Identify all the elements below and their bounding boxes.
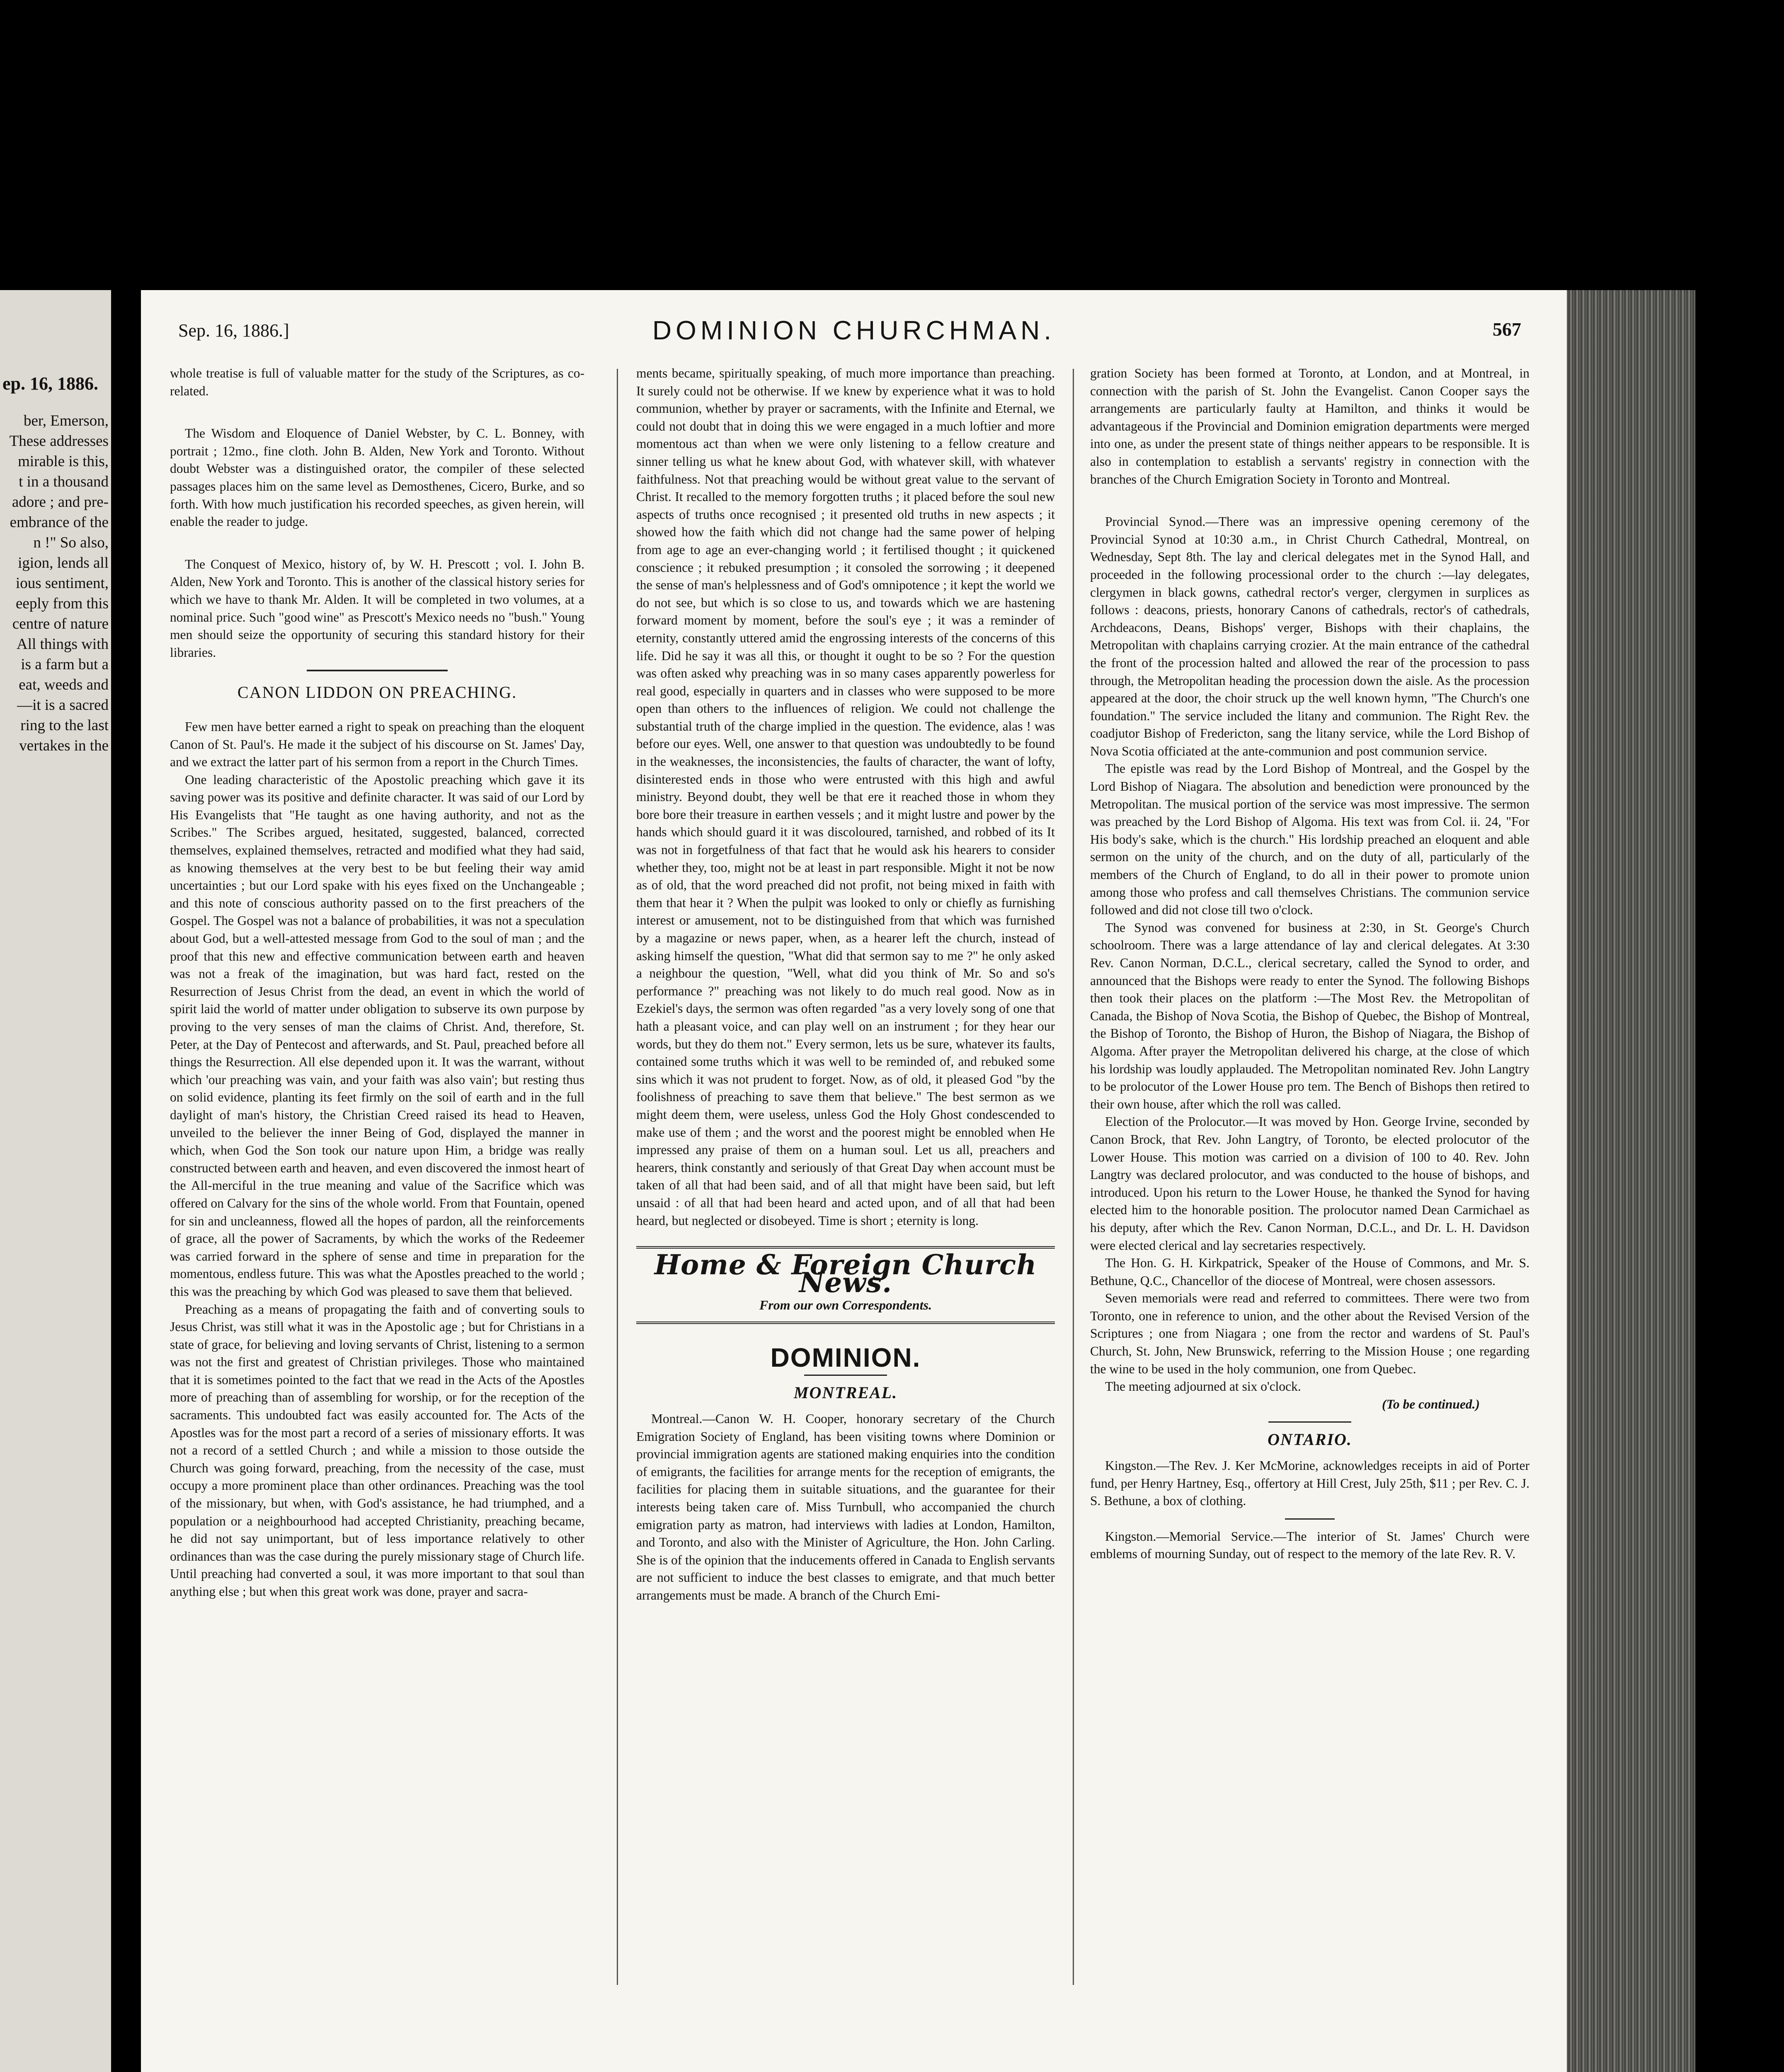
section-subtitle: From our own Correspondents. [759,1297,932,1313]
facing-page-header: ep. 16, 1886. [2,373,98,394]
facing-page-line: igion, lends all [18,554,109,571]
facing-page-line: vertakes in the [19,737,109,754]
article-heading: CANON LIDDON ON PREACHING. [237,683,517,702]
divider-rule [804,1375,887,1376]
newspaper-page [141,290,1567,2072]
paragraph: ments became, spiritually speaking, of much more importance than preaching. It surely could not be otherwise. If we knew by experience what it was to hold communion, whether by prayer or sacraments, with the Infinite and Eternal, we could not doubt that in doing this we were engaged in a much loftier and more momentous act than when we were only listening to a fellow creature and sinner telling us what he knew about God, with whatever skill, with whatever faithfulness. Not that preaching would be without great value to the servant of Christ. It recalled to the memory forgotten truths ; it placed before the soul new aspects of truths once recognised ; it presented old truths in new aspects ; it showed how the faith which did not change had the same power of helping from age to age an ever-changing world ; it fertilised thought ; it quickened conscience ; it rebuked presumption ; it consoled the sorrowing ; it deepened the sense of man's helplessness and of God's omnipotence ; it kept the world we do not see, but which is so close to us, and towards which we are hastening forward moment by moment, before the soul's eye ; it was a reminder of eternity, constantly uttered amid the engrossing interests of the concerns of this life. Did he say it was all this, or thought it ought to be so ? For the question was often asked why preaching was in so many cases apparently powerless for real good, especially in quarters and in classes who were supposed to be more open than others to the influences of religion. We could not challenge the substantial truth of the charge implied in the question. The evidence, alas ! was before our eyes. Well, one answer to that question was undoubtedly to be found in the weaknesses, the inconsistencies, the faults of character, the want of lofty, disinterested ends in those who were entrusted with this high and awful ministry. Beyond doubt, they well be that ere it reached those in whom they bore bore their treasure in earthen vessels ; and it might lustre and power by the hands which should guard it it was discoloured, tarnished, and robbed of its It was not in forgetfulness of that fact that he would ask his hearers to consider whether they, too, might not be at least in part responsible. Might it not be now as of old, that the word preached did not profit, not being mixed in faith with them that hear it ? When the pulpit was looked to only or chiefly as furnishing interest or amusement, not to be distinguished from that which was furnished by a magazine or news paper, when, as a hearer left the church, instead of asking himself the question, "What did that sermon say to me ?" he only asked a neighbour the question, "Well, what did you think of Mr. So and so's performance ?" preaching was not likely to do much real good. Now as in Ezekiel's days, the sermon was often regarded "as a very lovely song of one that hath a pleasant voice, and can play well on an instrument ; for they hear our words, but they do them not." Every sermon, lets us be sure, whatever its faults, contained some truths which it was well to be reminded of, and rebuked some sins which it was not prudent to forget. Now, as of old, it pleased God "by the foolishness of preaching to save them that believe." The best sermon as we might deem them, were useless, unless God the Holy Ghost condescended to make use of them ; and the worst and the poorest might be ennobled when He impressed any praise of them on a human soul. Let us all, preachers and hearers, think constantly and seriously of that Great Day when account must be taken of all that had been said, and of all that might have been said, but left unsaid : of all that had been heard and acted upon, and of all that had been heard, but neglected or disobeyed. Time is short ; eternity is long. [636,366,1055,1228]
column-divider [617,369,618,1985]
divider-rule [1285,1518,1335,1520]
region-heading: ONTARIO. [1268,1430,1352,1449]
paragraph: Kingston.—The Rev. J. Ker McMorine, acknowledges receipts in aid of Porter fund, per Henry Hartney, Esq., offertory at Hill Crest, July 25th, $11 ; per Rev. C. J. S. Bethune, a box of clothing. [1090,1458,1529,1508]
section-banner [636,1246,1055,1324]
facing-page-line: These addresses [9,433,109,450]
paragraph: The Hon. G. H. Kirkpatrick, Speaker of the House of Commons, and Mr. S. Bethune, Q.C., Chancellor of the diocese of Montreal, were chosen assessors. [1090,1256,1529,1288]
book-edge [1567,290,1695,2072]
paragraph: Provincial Synod.—There was an impressive opening ceremony of the Provincial Synod at 10:30 a.m., in Christ Church Cathedral, Montreal, on Wednesday, Sept 8th. The lay and clerical delegates met in the Synod Hall, and proceeded in the following processional order to the church :—lay delegates, clergymen in black gowns, cathedral rector's verger, clergymen in surplices as follows : deacons, priests, honorary Canons of cathedrals, rector's of cathedrals, Archdeacons, Deans, Bishops' verger, Bishops with their chaplains, the Metropolitan with chaplains carrying crozier. At the main entrance of the cathedral the front of the procession halted and allowed the rear of the procession to pass through, the Metropolitan heading the procession down the aisle. As the procession appeared at the door, the choir struck up the well known hymn, "The Church's one foundation." The service included the litany and communion. The Right Rev. the coadjutor Bishop of Fredericton, sang the litany service, while the Lord Bishop of Nova Scotia officiated at the ante-communion and post communion service. [1090,514,1529,758]
paragraph: Kingston.—Memorial Service.—The interior of St. James' Church were emblems of mourning Sunday, out of respect to the memory of the late Rev. R. V. [1090,1529,1529,1561]
paragraph: Seven memorials were read and referred to committees. There were two from Toronto, one in reference to union, and the other about the Revised Version of the Scriptures ; one from Niagara ; one from the rector and wardens of St. Paul's Church, St. John, New Brunswick, referring to the Mission House ; one regarding the wine to be used in the holy communion, one from Quebec. [1090,1291,1529,1376]
facing-page-line: ring to the last [20,717,109,734]
issue-date: Sep. 16, 1886.] [178,320,289,341]
facing-page-line: embrance of the [10,514,109,531]
paragraph: The Conquest of Mexico, history of, by W. H. Prescott ; vol. I. John B. Alden, New York and Toronto. This is another of the classical history series for which we have to thank Mr. Alden. It will be completed in two volumes, at a nominal price. Such "good wine" as Prescott's Mexico needs no "bush." Young men should seize the opportunity of securing this standard history for their libraries. [170,557,584,660]
region-heading: DOMINION. [770,1342,921,1372]
paragraph: The meeting adjourned at six o'clock. [1105,1379,1301,1394]
divider-rule [1268,1421,1351,1423]
column-divider [1073,369,1074,1985]
divider-rule [307,670,448,671]
publication-title: DOMINION CHURCHMAN. [652,315,1056,345]
facing-page-line: ber, Emerson, [23,412,109,429]
paragraph: gration Society has been formed at Toronto, at London, and at Montreal, in connection with the parish of St. John the Evangelist. Canon Cooper says the arrangements are particularly faulty at Hamilton, and thinks it would be advantageous if the Provincial and Dominion emigration departments were merged into one, as under the present state of things neither appears to be responsible. It is also in contemplation to establish a servants' registry in connection with the branches of the Church Emigration Society in Toronto and Montreal. [1090,366,1529,487]
paragraph: Preaching as a means of propagating the faith and of converting souls to Jesus Christ, was still what it was in the Apostolic age ; but for Christians in a state of grace, for believing and loving servants of Christ, listening to a sermon was not the first and greatest of Christian privileges. Those who maintained that it is sometimes pointed to the fact that we read in the Acts of the Apostles more of preaching than of assembling for worship, or for the reception of the sacraments. This undoubted fact was easily accounted for. The Acts of the Apostles was for the most part a record of a series of missionary efforts. It was not a record of a settled Church ; and while a mission to those outside the Church was going forward, preaching, from the necessity of the case, must occupy a more prominent place than other ordinances. Preaching was the tool of the missionary, but when, with God's assistance, he had triumphed, and a population or a neighbourhood had accepted Christianity, preaching became, he did not say unimportant, but of less importance relatively to other ordinances than was the case during the purely missionary stage of Church life. Until preaching had converted a soul, it was more important to that soul than anything else ; but when this great work was done, prayer and sacra- [170,1302,584,1599]
paragraph: The Synod was convened for business at 2:30, in St. George's Church schoolroom. There was a large attendance of lay and clerical delegates. At 3:30 Rev. Canon Norman, D.C.L., clerical secretary, called the Synod to order, and announced that the Bishops were ready to enter the Synod. The following Bishops then took their places on the platform :—The Most Rev. the Metropolitan of Canada, the Bishop of Nova Scotia, the Bishop of Quebec, the Bishop of Montreal, the Bishop of Toronto, the Bishop of Huron, the Bishop of Niagara, the Bishop of Algoma. After prayer the Metropolitan delivered his charge, at the close of which his lordship was loudly applauded. The Metropolitan nominated Rev. John Langtry to be prolocutor of the Lower House pro tem. The Bench of Bishops then retired to their own house, after which the roll was called. [1090,920,1529,1111]
paragraph: Montreal.—Canon W. H. Cooper, honorary secretary of the Church Emigration Society of England, has been visiting towns where Dominion or provincial immigration agents are stationed making enquiries into the condition of emigrants, the facilities for arrange ments for the reception of emigrants, the facilities for placing them in suitable situations, and the guarantee for their interests being taken care of. Miss Turnbull, who accompanied the church emigration party as matron, had interviews with ladies at London, Hamilton, and Toronto, and also with the Minister of Agriculture, the Hon. John Carling. She is of the opinion that the inducements offered in Canada to English servants are not sufficient to induce the best classes to emigrate, and that much better arrangements must be made. A branch of the Church Emi- [636,1411,1055,1602]
facing-page-line: —it is a sacred [17,697,109,714]
page-header [141,315,1567,352]
page-number: 567 [1493,319,1521,340]
paragraph: Few men have better earned a right to speak on preaching than the eloquent Canon of St. Paul's. He made it the subject of his discourse on St. James' Day, and we extract the latter part of his sermon from a report in the Church Times. [170,719,584,770]
facing-page-line: centre of nature [12,615,109,632]
facing-page [0,290,111,2072]
facing-page-line: ious sentiment, [15,575,109,592]
facing-page-text [0,394,111,756]
paragraph: Election of the Prolocutor.—It was moved by Hon. George Irvine, seconded by Canon Brock, that Rev. John Langtry, of Toronto, be elected prolocutor of the Lower House. This motion was carried on a division of 100 to 40. Rev. John Langtry was declared prolocutor, and was conducted to the house of bishops, and introduced. Upon his return to the Lower House, he thanked the Synod for having elected him to the honorable position. The prolocutor named Dean Carmichael as his deputy, after which the Rev. Canon Norman, D.C.L., and Dr. L. H. Davidson were elected clerical and lay secretaries respectively. [1090,1114,1529,1253]
facing-page-line: is a farm but a [21,656,109,673]
facing-page-line: eat, weeds and [19,676,109,693]
facing-page-line: All things with [16,636,109,653]
paragraph: One leading characteristic of the Apostolic preaching which gave it its saving power was its positive and definite character. It was said of our Lord by His Evangelists that "He taught as one having authority, and not as the Scribes." The Scribes argued, hesitated, suggested, balanced, corrected themselves, explained themselves, retracted and modified what they had said, as knowing themselves at the very best to be but feeling their way amid uncertainties ; but our Lord spake with his eyes fixed on the Unchangeable ; and this note of conscious authority passed on to the first preachers of the Gospel. The Gospel was not a balance of probabilities, it was not a speculation about God, but a well-attested message from God to the soul of man ; and the proof that this new and effective communication between earth and heaven was not a freak of the imagination, but was hard fact, rested on the Resurrection of Jesus Christ from the dead, an event in which the world of spirit laid the world of matter under obligation to subserve its own purpose by proving to the very senses of man the claims of Christ. And, therefore, St. Peter, at the Day of Pentecost and afterwards, and St. Paul, preached before all things the Resurrection. All else depended upon it. It was the warrant, without which 'our preaching was vain, and your faith was also vain'; but resting thus on solid evidence, planting its feet firmly on the soil of earth and in the full daylight of man's history, the Christian Creed raised its head to Heaven, unveiled to the believer the inner Being of God, displayed the manner in which, when God the Son took our nature upon Him, a bridge was really constructed between earth and heaven, and even discovered the inmost heart of the All-merciful in the true meaning and value of the Sacrifice which was offered on Calvary for the sins of the whole world. From that Fountain, opened for sin and uncleanness, flowed all the hopes of pardon, all the reinforcements of grace, all the power of Sacraments, by which the works of the Redeemer was carried forward in the sphere of sense and time in preparation for the momentous, endless future. This was what the Apostles preached to the world ; this was the preaching by which God was pleased to save them that believed. [170,772,584,1299]
column-2 [636,365,1055,1605]
column-1 [170,365,584,1601]
continued-note: (To be continued.) [1382,1397,1480,1411]
paragraph: The epistle was read by the Lord Bishop of Montreal, and the Gospel by the Lord Bishop of Niagara. The absolution and benediction were pronounced by the Metropolitan. The musical portion of the service was most impressive. The sermon was preached by the Lord Bishop of Algoma. His text was from Col. ii. 24, "For His body's sake, which is the church." His lordship preached an eloquent and able sermon on the unity of the church, and on the duty of all, particularly of the members of the Church of England, to do all in their power to promote union among those who profess and call themselves Christians. The communion service followed and did not close till two o'clock. [1090,761,1529,917]
column-3 [1090,365,1529,1563]
paragraph: whole treatise is full of valuable matter for the study of the Scriptures, as co-related. [170,366,584,398]
facing-page-line: adore ; and pre- [12,494,109,511]
facing-page-line: t in a thousand [19,473,109,490]
city-heading: MONTREAL. [793,1383,898,1402]
facing-page-line: mirable is this, [18,453,109,470]
paragraph: The Wisdom and Eloquence of Daniel Webster, by C. L. Bonney, with portrait ; 12mo., fine cloth. John B. Alden, New York and Toronto. Without doubt Webster was a distinguished orator, the compiler of these selected passages places him on the same level as Demosthenes, Cicero, Burke, and so forth. With how much justification his recorded speeches, as given herein, will enable the reader to judge. [170,426,584,529]
facing-page-line: eeply from this [15,595,109,612]
facing-page-line: n !" So also, [33,534,109,551]
section-title: Home & Foreign Church News. [654,1249,1037,1299]
